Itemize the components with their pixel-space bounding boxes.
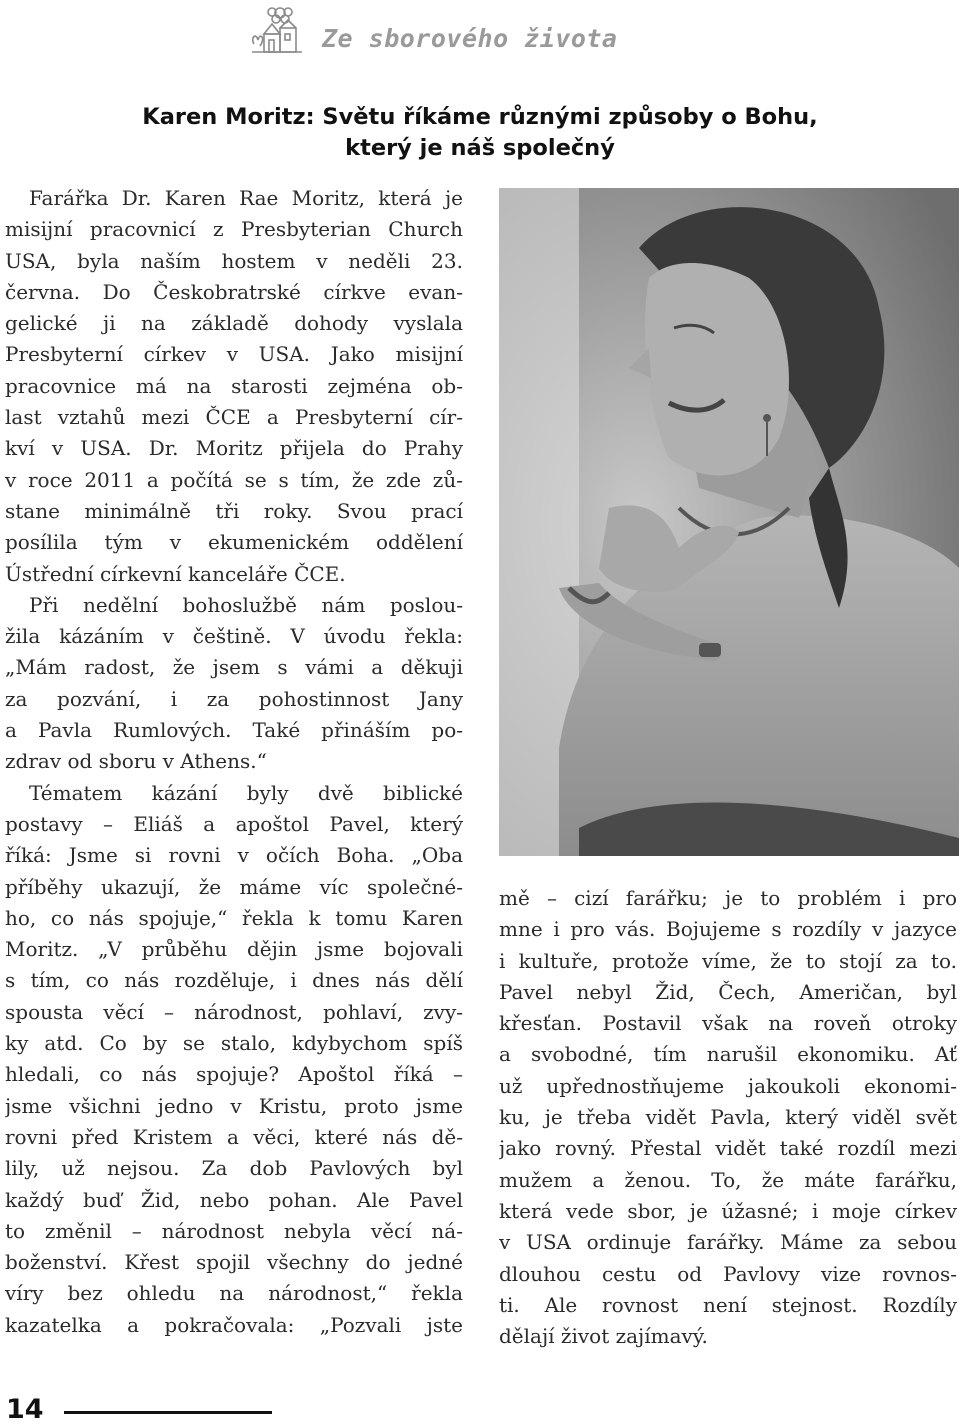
text-line: jsme všichni jedno v Kristu, proto jsme (5, 1093, 463, 1118)
text-line: rovni před Kristem a věci, které nás dě- (5, 1124, 463, 1149)
text-line: ti. Ale rovnost není stejnost. Rozdíly (499, 1292, 957, 1317)
text-line: Při nedělní bohoslužbě nám poslou- (29, 592, 463, 617)
text-line: pracovnice má na starosti zejména ob- (5, 373, 463, 398)
article-title-line: který je náš společný (345, 135, 615, 161)
text-line: s tím, co nás rozděluje, i dnes nás dělí (5, 968, 463, 993)
article-title (40, 102, 920, 164)
text-line: lily, už nejsou. Za dob Pavlových byl (5, 1156, 463, 1181)
church-flower-icon (246, 4, 304, 56)
text-line: ku, je třeba vidět Pavla, který viděl svět (499, 1105, 957, 1130)
text-line: last vztahů mezi ČCE a Presbyterní cír- (5, 405, 463, 430)
article-text-right-column (499, 883, 957, 1352)
text-line: Ústřední církevní kanceláře ČCE. (5, 561, 346, 586)
text-line: ho, co nás spojuje,“ řekla k tomu Karen (5, 905, 463, 930)
text-line: spousta věcí – národnost, pohlaví, zvy- (5, 999, 463, 1024)
text-line: to změnil – národnost nebyla věcí ná- (5, 1218, 463, 1243)
text-line: kví v USA. Dr. Moritz přijela do Prahy (5, 436, 463, 461)
text-line: už upřednostňujeme jakoukoli ekonomi- (499, 1073, 957, 1098)
text-line: mne i pro vás. Bojujeme s rozdíly v jazyce (499, 917, 957, 942)
text-line: kazatelka a pokračovala: „Pozvali jste (5, 1312, 463, 1337)
text-line: ky atd. Co by se stalo, kdybychom spíš (5, 1031, 463, 1056)
text-line: víry bez ohledu na národnost,“ řekla (5, 1281, 463, 1306)
text-line: křesťan. Postavil však na roveň otroky (499, 1011, 957, 1036)
text-line: června. Do Českobratrské církve evan- (5, 279, 463, 304)
text-line: dělají život zajímavý. (499, 1324, 708, 1349)
page-number: 14 (6, 1394, 44, 1425)
text-line: říká: Jsme si rovni v očích Boha. „Oba (5, 843, 463, 868)
footer-rule (64, 1411, 272, 1414)
text-line: Farářka Dr. Karen Rae Moritz, která je (29, 186, 463, 210)
text-line: zdrav od sboru v Athens.“ (5, 749, 267, 774)
text-line: která vede sbor, je úžasné; i moje církev (499, 1198, 957, 1223)
text-line: Pavel nebyl Žid, Čech, Američan, byl (499, 979, 957, 1004)
text-line: boženství. Křest spojil všechny do jedné (5, 1250, 463, 1275)
text-line: mužem a ženou. To, že máte farářku, (499, 1167, 957, 1192)
text-line: za pozvání, i za pohostinnost Jany (5, 686, 463, 711)
text-line: Presbyterní církev v USA. Jako misijní (5, 342, 463, 367)
text-line: Tématem kázání byly dvě biblické (29, 780, 463, 805)
text-line: a svobodné, tím narušil ekonomiku. Ať (499, 1042, 957, 1067)
section-title: Ze sborového života (322, 24, 618, 53)
article-title-line: Karen Moritz: Světu říkáme různými způsoby o Bohu, (142, 104, 818, 130)
text-line: hledali, co nás spojuje? Apoštol říká – (5, 1062, 463, 1087)
text-line: jako rovný. Přestal vidět také rozdíl mezi (499, 1136, 957, 1161)
article-text-left-column (5, 183, 463, 1341)
portrait-photo (499, 188, 959, 856)
text-line: i kultuře, protože víme, že to stojí za to. (499, 948, 957, 973)
text-line: žila kázáním v češtině. V úvodu řekla: (5, 624, 463, 649)
text-line: USA, byla naším hostem v neděli 23. (5, 248, 463, 273)
text-line: posílila tým v ekumenickém oddělení (5, 530, 463, 555)
text-line: v roce 2011 a počítá se s tím, že zde zů- (5, 467, 463, 492)
text-line: postavy – Eliáš a apoštol Pavel, který (5, 811, 463, 836)
text-line: každý buď Žid, nebo pohan. Ale Pavel (5, 1187, 463, 1212)
text-line: Moritz. „V průběhu dějin jsme bojovali (5, 937, 463, 962)
text-line: a Pavla Rumlových. Také přináším po- (5, 718, 463, 743)
text-line: příběhy ukazují, že máme víc společné- (5, 874, 463, 899)
text-line: „Mám radost, že jsem s vámi a děkuji (5, 655, 463, 680)
text-line: v USA ordinuje farářky. Máme za sebou (499, 1230, 957, 1255)
text-line: stane minimálně tři roky. Svou prací (5, 498, 463, 523)
text-line: misijní pracovnicí z Presbyterian Church (5, 217, 463, 242)
text-line: gelické ji na základě dohody vyslala (5, 311, 463, 336)
text-line: mě – cizí farářku; je to problém i pro (499, 886, 957, 910)
text-line: dlouhou cestu od Pavlovy vize rovnos- (499, 1261, 957, 1286)
